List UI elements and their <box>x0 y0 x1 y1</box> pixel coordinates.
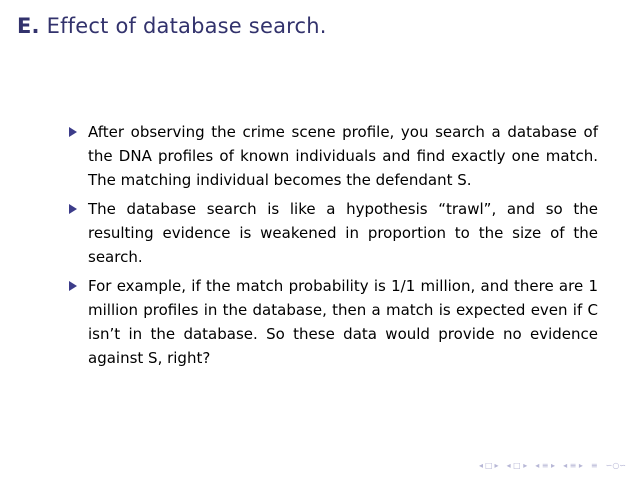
nav-section-group <box>563 461 583 470</box>
bullet-text: For example, if the match probability is 1/1 million, and there are 1 million profiles in the database, then a match is expected even if C isn’t in the database. So these data would provide no evidence against S, right? <box>88 277 598 367</box>
nav-frame-group <box>507 461 528 470</box>
nav-slide-box-icon[interactable]: □ <box>484 461 493 470</box>
bullet-item <box>88 120 598 192</box>
bullet-item <box>88 274 598 370</box>
nav-frame-icons[interactable]: ◂ □ ▸ <box>506 461 528 470</box>
nav-align-icon[interactable]: ≡ <box>590 461 598 470</box>
beamer-navigation-bar <box>479 461 626 470</box>
slide-title <box>17 14 327 38</box>
nav-subsection-icons[interactable]: ◂ ≡ ▸ <box>535 461 556 470</box>
nav-search-icon[interactable]: ∽○∽ <box>605 461 626 470</box>
nav-slide-group <box>479 461 499 470</box>
bullet-text: After observing the crime scene profile, you search a database of the DNA profiles of known individuals and find exactly one match. The matching individual becomes the defendant S. <box>88 123 598 189</box>
nav-subsection-group <box>535 461 555 470</box>
nav-prev-slide-icon[interactable]: ◂ <box>478 461 483 470</box>
nav-section-icons[interactable]: ◂ ≡ ▸ <box>563 461 583 470</box>
nav-next-slide-icon[interactable]: ▸ <box>494 461 499 470</box>
slide-title-prefix: E. <box>17 14 40 38</box>
triangle-bullet-icon <box>69 281 77 291</box>
bullet-list <box>88 120 598 375</box>
bullet-text: The database search is like a hypothesis “trawl”, and so the resulting evidence is weakened in proportion to the size of the search. <box>88 200 598 266</box>
slide-title-text: Effect of database search. <box>46 14 327 38</box>
bullet-item <box>88 197 598 269</box>
triangle-bullet-icon <box>69 204 77 214</box>
triangle-bullet-icon <box>69 127 77 137</box>
